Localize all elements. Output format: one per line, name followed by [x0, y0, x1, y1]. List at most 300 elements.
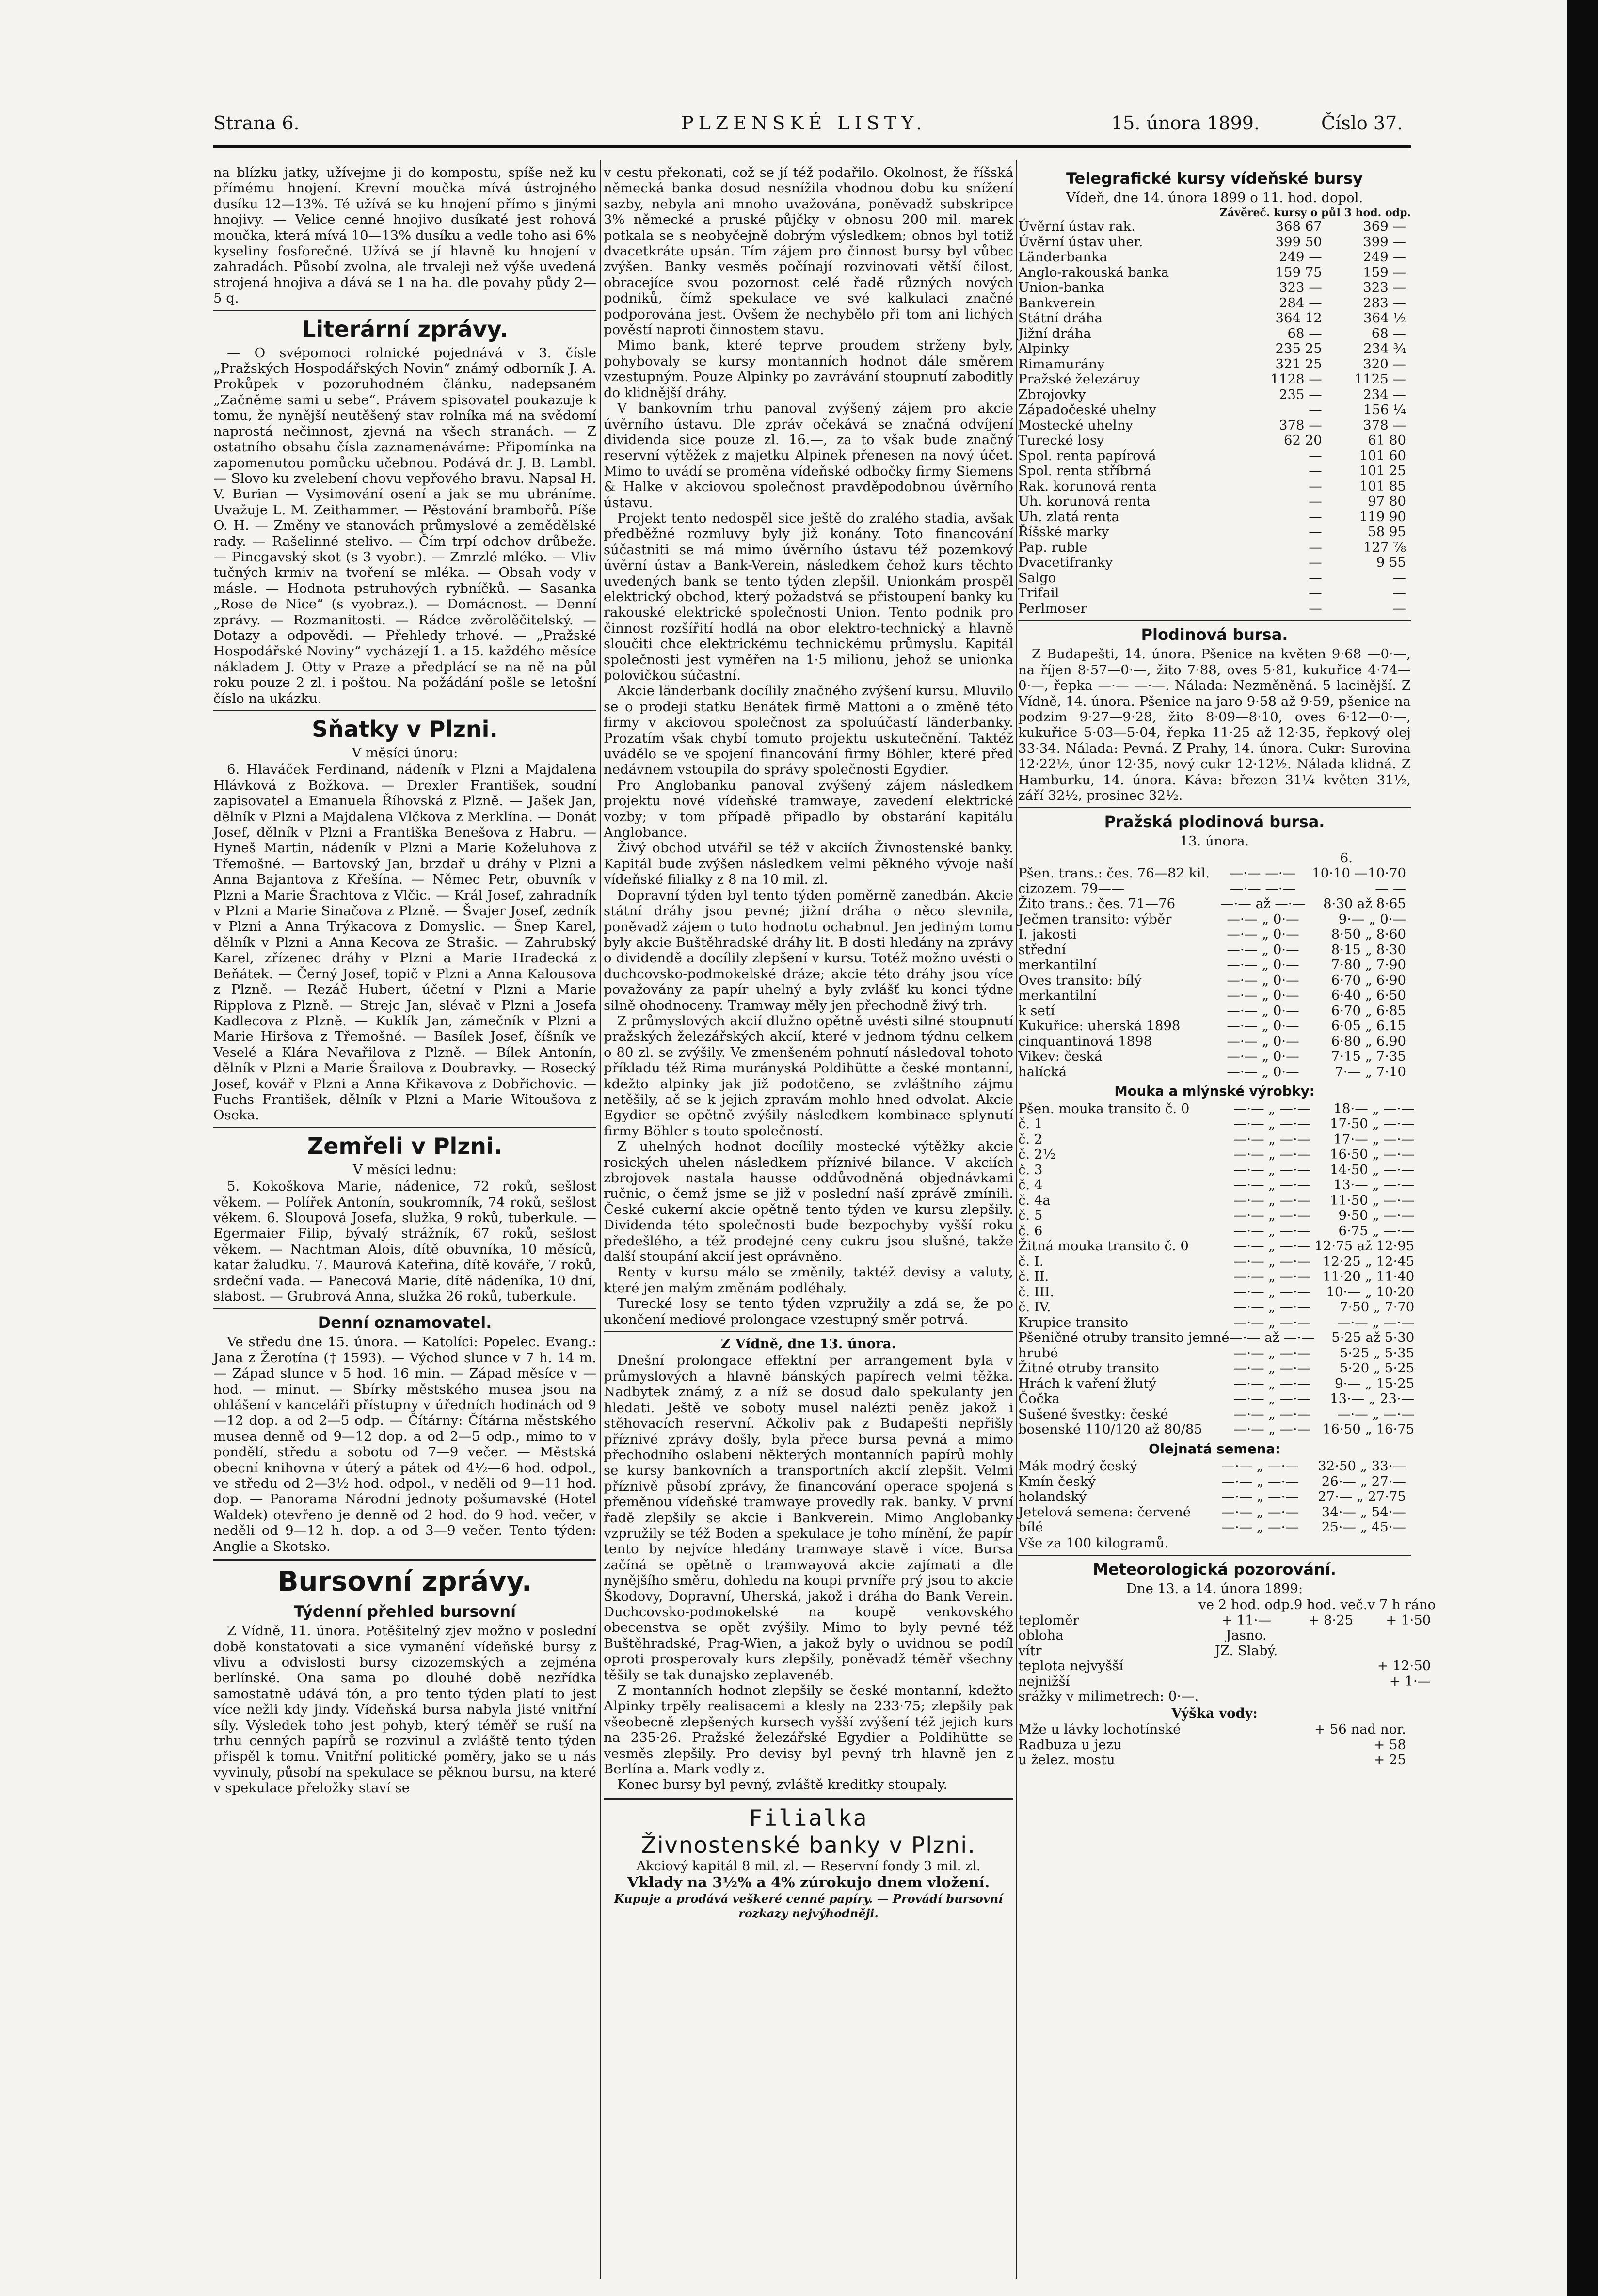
table-cell: 16·50 „ 16·75 — [1323, 1421, 1415, 1437]
article-text: Renty v kursu málo se změnily, taktéž devisy a valuty, které jen malým změnám podléhaly. — [604, 1264, 1013, 1296]
table-row — [1018, 479, 1411, 494]
scan-edge — [1567, 0, 1598, 2296]
table-cell: 7·— „ 7·10 — [1335, 1064, 1406, 1080]
table-cell: —·— „ —·— — [1233, 1147, 1311, 1163]
table-cell: 11·20 „ 11·40 — [1323, 1269, 1415, 1285]
table-cell: č. 5 — [1018, 1208, 1043, 1224]
table-cell: — — [1392, 570, 1406, 586]
table-cell: 378 — — [1363, 417, 1406, 433]
table-cell: 34·— „ 54·— — [1321, 1504, 1406, 1520]
table-cell: Dvacetifranky — [1018, 555, 1113, 571]
divider — [604, 1798, 1013, 1800]
table-cell: 27·— „ 27·75 — [1318, 1489, 1406, 1505]
weather-table — [1018, 1597, 1436, 1705]
table-cell: —·— —·— — [1230, 880, 1296, 896]
article-text: Z montanních hodnot zlepšily se české montanní, kdežto Alpinky trpěly realisacemi a klesly na 233·75; zlepšily pak všeobecně zlepšených kursech vyšší zvýšení též jejich kurs na 235·26. Pražské železářské Egydier a Poldihütte se vesměs zlepšily. Pro devisy byl pevný trh hlavně jen z Berlína a. Mark vedly z. — [604, 1683, 1013, 1777]
table-row — [1018, 1346, 1419, 1361]
table-row — [1018, 927, 1411, 942]
table-cell: —·— „ 0·— — [1227, 1018, 1299, 1034]
table-cell: + 58 — [1374, 1737, 1406, 1753]
section-title: Literární zprávy. — [302, 316, 508, 342]
table-cell: 26·— „ 27·— — [1321, 1473, 1406, 1489]
table-cell: 1128 — — [1270, 371, 1322, 387]
divider — [604, 1331, 1013, 1332]
table-cell: 7·80 „ 7·90 — [1331, 957, 1406, 973]
column-heading: 6. — [1340, 850, 1353, 866]
table-cell: 6·70 „ 6·90 — [1331, 972, 1406, 988]
table-row — [1018, 1753, 1411, 1768]
table-cell: + 11·— — [1221, 1612, 1272, 1628]
article-text: Konec bursy byl pevný, zvláště kreditky stoupaly. — [617, 1777, 948, 1793]
table-cell: Anglo-rakouská banka — [1018, 264, 1169, 280]
table-cell: Bankverein — [1018, 295, 1095, 311]
table-row — [1018, 912, 1411, 927]
table-row — [1018, 1208, 1419, 1224]
table-cell: —·— „ 0·— — [1227, 1064, 1299, 1080]
section-subtitle: V měsíci lednu: — [352, 1162, 457, 1178]
table-cell: 249 — — [1279, 249, 1322, 265]
table-cell: — — [1309, 447, 1322, 463]
table-cell: 6·40 „ 6·50 — [1331, 988, 1406, 1004]
table-cell: 378 — — [1279, 417, 1322, 433]
ad-bank-name: Živnostenské banky v Plzni. — [641, 1832, 976, 1858]
table-cell: Jetelová semena: červené — [1018, 1504, 1191, 1520]
table-cell: Rak. korunová renta — [1018, 478, 1157, 494]
table-cell: obloha — [1018, 1627, 1064, 1643]
table-cell: č. 3 — [1018, 1162, 1043, 1178]
section-title: Pražská plodinová bursa. — [1104, 813, 1325, 831]
section-title: Olejnatá semena: — [1149, 1441, 1280, 1457]
table-cell: 9·— „ 15·25 — [1335, 1375, 1415, 1391]
table-cell — [1198, 1674, 1294, 1690]
table-cell: 12·75 až 12·95 — [1314, 1238, 1415, 1254]
table-row — [1018, 1147, 1419, 1163]
table-cell: u želez. mostu — [1018, 1752, 1115, 1768]
table-cell: 283 — — [1363, 295, 1406, 311]
table-cell: srážky v milimetrech: 0·—. — [1018, 1689, 1199, 1705]
table-cell: —·— „ —·— — [1233, 1238, 1311, 1254]
table-cell: č. I. — [1018, 1253, 1044, 1269]
table-cell: 18·— „ —·— — [1333, 1100, 1415, 1116]
table-cell: 399 — — [1363, 234, 1406, 250]
table-cell: + 8·25 — [1308, 1612, 1354, 1628]
issue-date: 15. února 1899. — [1111, 112, 1260, 134]
divider — [213, 710, 596, 711]
table-cell: —·— „ —·— — [1221, 1489, 1299, 1505]
table-cell: 368 67 — [1275, 219, 1322, 235]
table-cell: 101 60 — [1359, 447, 1406, 463]
table-cell: Zbrojovky — [1018, 386, 1086, 402]
section-title: Mouka a mlýnské výrobky: — [1114, 1084, 1315, 1100]
table-cell: —·— „ —·— — [1233, 1299, 1311, 1315]
table-cell: 127 ⅞ — [1363, 539, 1406, 555]
table-cell: 13·— „ 23·— — [1330, 1391, 1415, 1407]
table-cell: —·— „ —·— — [1233, 1131, 1311, 1147]
table-cell: cizozem. 79—— — [1018, 880, 1125, 896]
section-title: Telegrafické kursy vídeňské bursy — [1066, 169, 1363, 188]
divider — [213, 1127, 596, 1128]
article-text: Mimo bank, které teprve proudem strženy byly, pohybovaly se kursy montanních hodnot dále směrem vzestupným. Pouze Alpinky po zavrávání stoupnutí zaboditly do klidnější dráhy. — [604, 337, 1013, 400]
page-header — [213, 112, 1411, 142]
table-cell: č. II. — [1018, 1269, 1049, 1285]
table-row — [1018, 1300, 1419, 1315]
table-cell: —·— „ 0·— — [1227, 911, 1299, 927]
divider — [1018, 807, 1411, 808]
table-row — [1018, 219, 1411, 235]
table-cell: —·— „ —·— — [1233, 1360, 1311, 1376]
table-cell: —·— „ —·— — [1221, 1519, 1299, 1535]
table-cell: 32·50 „ 33·— — [1318, 1458, 1406, 1474]
divider — [1018, 620, 1411, 621]
table-row — [1018, 1132, 1419, 1148]
masthead-title: PLZENSKÉ LISTY. — [681, 112, 927, 134]
table-cell: č. III. — [1018, 1284, 1055, 1300]
table-row — [1018, 1163, 1419, 1178]
table-cell: —·— „ 0·— — [1227, 988, 1299, 1004]
article-text: 6. Hlaváček Ferdinand, nádeník v Plzni a Majdalena Hlávková z Božkova. — Drexler František, soudní zapisovatel a Emanuela Říhovská z Plzně. — Jašek Jan, dělník v Plzni a Majdalena Vlčkova z Merklína. — Donát Josef, dělník v Plzni a Františka Benešova z Habru. — Hyneš Martin, nádeník v Plzni a Marie Koželuhova z Třemošné. — Bartovský Jan, brzdař u dráhy v Plzni a Anna Bajantova z Křešína. — Němec Petr, obuvník v Plzni a Marie Šrachtova z Vlčic. — Král Josef, zahradník v Plzni a Marie Sinačova z Plzně. — Švajer Josef, zedník v Plzni a Anna Trýkacova z Domyslic. — Šnep Karel, dělník v Plzni a Anna Kecova ze Strašic. — Zahrubský Karel, zřízenec dráhy v Plzni a Marie Hradecká z Beňátek. — Černý Josef, topič v Plzni a Anna Kalousova z Plzně. — Rezáč Hubert, účetní v Plzni a Marie Ripplova z Plzně. — Strejc Jan, slévač v Plzni a Josefa Kadlecova z Plzně. — Kuklík Jan, zámečník v Plzni a Marie Hiršova z Třemošné. — Basílek Josef, číšník ve Veselé a Klára Nevařilova z Plzně. — Bílek Antonín, dělník v Plzni a Marie Šrailova z Doubravky. — Rosecký Josef, kovář v Plzni a Anna Křikavova z Dobřichovic. — Fuchs František, dělník v Plzni a Marie Witoušova z Oseka. — [213, 762, 596, 1123]
table-cell: —·— „ —·— — [1233, 1345, 1311, 1361]
table-cell — [1367, 1643, 1436, 1659]
table-cell: 58 95 — [1368, 524, 1406, 540]
table-cell: Žitná mouka transito č. 0 — [1018, 1238, 1189, 1254]
table-cell: Úvěrní ústav uher. — [1018, 234, 1143, 250]
table-cell: č. 2 — [1018, 1131, 1043, 1147]
table-cell: 323 — — [1363, 280, 1406, 296]
table-cell: Západočeské uhelny — [1018, 402, 1156, 418]
table-cell — [1294, 1628, 1368, 1643]
section-subtitle: Dne 13. a 14. února 1899: — [1126, 1581, 1303, 1596]
table-cell: 7·50 „ 7·70 — [1340, 1299, 1415, 1315]
table-cell: —·— „ 0·— — [1227, 972, 1299, 988]
article-text: Akcie länderbank docílily značného zvýšení kursu. Mluvilo se o prodeji statku Benátek firmě Mattoni a o změně této firmy v akciovou společnost za spoluúčastí länderbanky. Prozatím však chybí tomuto projektu uskutečnění. Taktéž uvádělo se ve spojení financování firmy Böhler, které před nedávnem vstoupila do správy společnosti Egydier. — [604, 683, 1013, 778]
vienna-exchange-table — [1018, 219, 1411, 616]
table-cell: 321 25 — [1275, 356, 1322, 372]
table-cell: 14·50 „ —·— — [1330, 1162, 1415, 1178]
table-cell: 235 — — [1279, 386, 1322, 402]
table-cell: Oves transito: bílý — [1018, 972, 1142, 988]
table-cell: 97 80 — [1368, 494, 1406, 510]
table-cell: 6·75 „ —·— — [1338, 1223, 1415, 1239]
table-cell: Jasno. — [1226, 1627, 1267, 1643]
table-cell: k setí — [1018, 1003, 1055, 1019]
table-row — [1018, 1505, 1411, 1520]
table-cell: 399 50 — [1275, 234, 1322, 250]
table-cell: Pšen. mouka transito č. 0 — [1018, 1100, 1190, 1116]
article-text: Z průmyslových akcií dlužno opětně uvésti silné stoupnutí pražských železářských akcií, které v jednom týdnu celkem o 80 zl. se zvýšily. Ve zmenšeném pohnutí následoval tohoto příkladu též Rima murányská Poldihütte a české montanní, kdežto alpinky jak již podotčeno, se zvláštního zájmu netěšily, ač se k jejich zpravám mohlo hned odvolat. Akcie Egydier se opětně zvýšily následkem kombinace splynutí firmy Böhler s touto společností. — [604, 1013, 1013, 1139]
table-row — [1018, 1049, 1411, 1065]
table-cell — [1294, 1658, 1368, 1674]
table-cell: Čočka — [1018, 1391, 1060, 1407]
article-text: Turecké losy se tento týden vzpružily a zdá se, že po ukončení mediové prolongace vzestupný směr potrvá. — [604, 1296, 1013, 1327]
table-cell: —·— „ —·— — [1233, 1223, 1311, 1239]
table-cell: —·— „ —·— — [1233, 1269, 1311, 1285]
table-cell: Pšen. trans.: čes. 76—82 kil. — [1018, 865, 1210, 881]
table-cell: 13·— „ —·— — [1333, 1177, 1415, 1193]
section-subtitle: V měsíci únoru: — [352, 745, 458, 761]
table-cell: 101 85 — [1359, 478, 1406, 494]
column-header: ve 2 hod. odp. — [1198, 1597, 1294, 1613]
table-row — [1018, 1269, 1419, 1285]
table-cell: vítr — [1018, 1642, 1042, 1658]
article-text: — O svépomoci rolnické pojednává v 3. čísle „Pražských Hospodářských Novin“ známý odborník J. A. Prokůpek v pozoruhodném článku, nadepsaném „Začněme sami u sebe“. Právem spisovatel poukazuje k tomu, že nynější neutěšený stav rolníka má na svědomí naprostá nečinnost, zjevná na všech stranách. — Z ostatního obsahu čísla zaznamenáváme: Připomínka na zapomenutou pomůcku učebnou. Podává dr. J. B. Lambl. — Slovo ku zvelebení chovu vepřového bravu. Napsal H. V. Burian — Vysimování osení a jak se mu ubráníme. Uvažuje L. M. Zeithammer. — Pěstování brambořů. Píše O. H. — Změny ve stanovách průmyslové a zemědělské rady. — Rašelinné stelivo. — Čím trpí odchov drůbeže. — Pincgavský skot (s 3 vyobr.). — Zmrzlé mléko. — Vliv tučných krmiv na tvoření se mléka. — Obsah vody v másle. — Hodnota pstruhových rybníčků. — Sasanka „Rose de Nice“ (s vyobraz.). — Domácnost. — Denní zprávy. — Rozmanitosti. — Rádce zvěrolěčitelský. — Dotazy a odpovědi. — Přehledy trhové. — „Pražské Hospodářské Noviny“ vycházejí 1. a 15. každého měsíce nákladem J. Otty v Praze a předplácí se na ně na půl roku pouze 2 zl. i poštou. Na požádání pošle se letošní číslo na ukázku. — [213, 345, 596, 706]
article-text: Z Vídně, 11. února. Potěšitelný zjev možno v poslední době konstatovati a sice vymanění vídeňské bursy z vlivu a odvislosti bursy cizozemských a zejména berlínské. Ona sama po dlouhé době nezřídka samostatně udává tón, a pro tento týden platí to jest více nežli kdy jindy. Vídeňská bursa nabyla jisté vnitřní síly. Výsledek toho jest pohyb, který téměř se ruší na trhu cenných papírů se rozvinul a zvláště tento týden přispěl k tomu. Vnitřní politické poměry, jako se u nás vyvinuly, působí na spekulace se pěknou bursu, na které v spekulace přeložky staví se — [213, 1623, 596, 1796]
table-cell: 17·50 „ —·— — [1330, 1116, 1415, 1132]
table-row — [1018, 988, 1411, 1004]
article-text: Ve středu dne 15. února. — Katolíci: Popelec. Evang.: Jana z Žerotína († 1593). — Východ slunce v 7 h. 14 m. — Západ slunce v 5 hod. 16 min. — Západ měsíce v — hod. — minut. — Sbírky městského musea jsou na ohlášení v kanceláři přístupny v úředních hodinách od 9—12 dop. a od 2—5 odp. — Čítárny: Čítárna městského musea denně od 9—12 dop. a od 2—5 odp., mimo to v pondělí, středu a sobotu od 7—9 večer. — Městská obecní knihovna v úterý a pátek od 4½—6 hod. odpol., ve středu od 2—3½ hod. odpol., v neděli od 9—11 hod. dop. — Panorama Národní jednoty pošumavské (Hotel Waldek) otevřeno je denně od 2 hod. do 9 hod. večer, v neděli od 9—12 h. dop. a od 3—9 večer. Tento týden: Anglie a Skotsko. — [213, 1334, 596, 1554]
page-number: Strana 6. — [213, 112, 300, 134]
table-cell: —·— „ —·— — [1233, 1116, 1311, 1132]
table-row — [1018, 525, 1411, 540]
table-cell: holandský — [1018, 1489, 1087, 1505]
table-row — [1018, 418, 1411, 433]
table-cell: — — [1309, 509, 1322, 525]
table-cell: nejnižší — [1018, 1673, 1070, 1689]
table-cell: cinquantinová 1898 — [1018, 1033, 1152, 1049]
table-row — [1018, 555, 1411, 571]
table-cell: —·— „ —·— — [1233, 1284, 1311, 1300]
oilseed-table — [1018, 1459, 1411, 1535]
section-subtitle: Vídeň, dne 14. února 1899 o 11. hod. dopol. — [1066, 190, 1363, 206]
table-cell: Žito trans.: čes. 71—76 — [1018, 896, 1176, 912]
table-row — [1018, 540, 1411, 556]
table-cell: 9·50 „ —·— — [1338, 1208, 1415, 1224]
ad-services: Kupuje a prodává veškeré cenné papíry. — Provádí bursovní rozkazy nejvýhodněji. — [614, 1891, 1003, 1920]
table-row — [1018, 1178, 1419, 1193]
header-rule — [213, 145, 1411, 148]
table-cell: — — [1309, 600, 1322, 616]
table-row — [1018, 494, 1411, 510]
column-divider — [600, 160, 601, 2279]
table-cell: Ječmen transito: výběr — [1018, 911, 1172, 927]
column-divider — [1016, 160, 1017, 2279]
table-cell: 68 — — [1371, 325, 1406, 341]
table-cell: + 56 nad nor. — [1314, 1722, 1406, 1738]
table-cell: Uh. zlatá renta — [1018, 509, 1119, 525]
table-row — [1018, 881, 1411, 897]
column-2 — [604, 165, 1013, 1921]
table-cell: 61 80 — [1368, 432, 1406, 448]
table-cell: — — [1309, 494, 1322, 510]
table-cell: Státní dráha — [1018, 310, 1103, 326]
table-cell: 8·30 až 8·65 — [1323, 896, 1406, 912]
table-row — [1018, 1193, 1419, 1209]
article-text: Z uhelných hodnot docílily mostecké výtěžky akcie rosických uhelen následkem příznivé bilance. V akciích zbrojovek nastala hausse oddůvodněná objednávkami ručnic, o čemž jsme se již v poslední naší zprávě zmínili. České cukerní akcie opětně tento týden ve kursu zlepšily. Dividenda této společnosti bude bezpochyby vyšší roku předešlého, a též prodejné ceny cukru jsou slušné, takže další stoupání akcií jest oprávněno. — [604, 1139, 1013, 1265]
table-cell: Pražské železáruy — [1018, 371, 1140, 387]
table-cell: —·— „ —·— — [1233, 1314, 1311, 1330]
table-cell: —·— „ 0·— — [1227, 1049, 1299, 1065]
table-cell — [1294, 1689, 1368, 1705]
table-cell: 6·05 „ 6.15 — [1331, 1018, 1406, 1034]
table-row — [1018, 296, 1411, 311]
table-row — [1018, 265, 1411, 281]
table-row — [1018, 1722, 1411, 1738]
table-row — [1018, 433, 1411, 448]
table-cell: —·— —·— — [1230, 865, 1296, 881]
bank-advertisement — [604, 1804, 1013, 1921]
table-cell: + 25 — [1374, 1752, 1406, 1768]
table-row — [1018, 973, 1411, 989]
table-cell: Krupice transito — [1018, 1314, 1129, 1330]
table-row — [1018, 1004, 1411, 1019]
table-cell: 364 12 — [1275, 310, 1322, 326]
table-cell — [1198, 1658, 1294, 1674]
table-cell: Pap. ruble — [1018, 539, 1087, 555]
table-cell: merkantilní — [1018, 957, 1097, 973]
table-row — [1018, 1065, 1411, 1080]
table-cell: — — [1309, 555, 1322, 571]
table-cell: —·— „ —·— — [1233, 1162, 1311, 1178]
table-cell: 62 20 — [1284, 432, 1322, 448]
table-cell: č. 1 — [1018, 1116, 1043, 1132]
table-row — [1018, 448, 1411, 464]
table-cell: Rimamurány — [1018, 356, 1105, 372]
table-row — [1018, 311, 1411, 326]
prague-commodity-table — [1018, 866, 1411, 1080]
table-row — [1018, 1520, 1411, 1535]
table-cell: 159 — — [1363, 264, 1406, 280]
table-cell: —·— „ —·— — [1221, 1473, 1299, 1489]
section-title: Denní oznamovatel. — [318, 1313, 492, 1332]
table-cell: 16·50 „ —·— — [1330, 1147, 1415, 1163]
table-cell: 234 ¾ — [1363, 341, 1406, 357]
table-cell: 9·— „ 0·— — [1338, 911, 1406, 927]
table-cell: — — [1309, 570, 1322, 586]
table-cell: 249 — — [1363, 249, 1406, 265]
table-cell: Radbuza u jezu — [1018, 1737, 1122, 1753]
section-title: Plodinová bursa. — [1141, 625, 1288, 644]
table-row — [1018, 1674, 1436, 1690]
table-cell: —·— až —·— — [1229, 1330, 1315, 1346]
table-cell: — — [1309, 463, 1322, 479]
table-cell: Úvěrní ústav rak. — [1018, 219, 1135, 235]
table-cell: Vikev: česká — [1018, 1049, 1103, 1065]
table-cell: Turecké losy — [1018, 432, 1104, 448]
table-cell: JZ. Slabý. — [1214, 1642, 1278, 1658]
table-cell — [1294, 1643, 1368, 1659]
table-cell: — — [1309, 524, 1322, 540]
article-text: Dnešní prolongace effektní per arrangement byla v průmyslových a hlavně bánských papírech velmi těžka. Nadbytek známý, z a níž se dosud dalo spekulanty jen hledati. Ještě ve soboty musel nalézti peněz jakož i stěhovacích reservní. Ačkoliv pak z Budapešti nepřišly příznivé zprávy došly, byla přece bursa pevná a mimo přechodního oslabení některých montanních papírů mohly se kursy bankovních a transportních akcií zlepšit. Velmi příznivě působí zprávy, že financování operace spojená s přeměnou vídeňské tramwaye provedly rak. banky. V první řadě zlepšily se akcie i Bankverein. Mimo Anglobanky vzpružily se též Boden a spekulace je toho mínění, že papír tento by nejvíce hledány tramwaye stavě i více. Bursa začíná se opětně o tramwayová akcie zajímati a dle nynějšího směru, dohledu na koupi prvníře prý jsou to akcie Škodovy, Dopravní, Uherská, jakož i dráha do Bank Verein. Duchcovsko-podmokelské na koupě venkovského obecenstva se opět zvýšily. Mimo to byly pevné též Buštěhradské, Prag-Wien, a jakož byly o uvidnou se podíl oproti prosperovaly kurs zlepšily, poněvadž téměř všechny těšily se tak dunajsko zeplavenéb. — [604, 1353, 1013, 1683]
table-cell: 5·25 až 5·30 — [1331, 1330, 1415, 1346]
table-cell: teploměr — [1018, 1612, 1079, 1628]
table-cell: —·— „ 0·— — [1227, 941, 1299, 957]
table-cell: bílé — [1018, 1519, 1043, 1535]
table-row — [1018, 387, 1411, 403]
section-subtitle: 13. února. — [1180, 833, 1249, 849]
column-3 — [1018, 165, 1436, 1768]
table-row — [1018, 250, 1411, 265]
table-row — [1018, 1489, 1411, 1505]
table-cell — [1367, 1628, 1436, 1643]
table-cell: — — [1309, 402, 1322, 418]
table-cell: č. 4 — [1018, 1177, 1043, 1193]
table-cell: Kmín český — [1018, 1473, 1096, 1489]
table-cell: —·— „ 0·— — [1227, 926, 1299, 942]
table-cell: 11·50 „ —·— — [1330, 1192, 1415, 1208]
table-row — [1018, 1361, 1419, 1376]
table-cell: Salgo — [1018, 570, 1056, 586]
table-cell: Alpinky — [1018, 341, 1069, 357]
table-cell: č. 4a — [1018, 1192, 1051, 1208]
table-row — [1018, 1116, 1419, 1132]
table-cell: 7·15 „ 7·35 — [1331, 1049, 1406, 1065]
table-cell: 12·25 „ 12·45 — [1323, 1253, 1415, 1269]
table-cell: 8·50 „ 8·60 — [1331, 926, 1406, 942]
table-row — [1018, 866, 1411, 881]
table-cell: Union-banka — [1018, 280, 1105, 296]
table-cell: č. IV. — [1018, 1299, 1051, 1315]
column-header — [1018, 1597, 1198, 1613]
table-row — [1018, 896, 1411, 912]
table-cell: 5·20 „ 5·25 — [1340, 1360, 1415, 1376]
table-cell: 8·15 „ 8·30 — [1331, 941, 1406, 957]
table-cell: bosenské 110/120 až 80/85 — [1018, 1421, 1202, 1437]
table-row — [1018, 510, 1411, 525]
table-note: Vše za 100 kilogramů. — [1018, 1535, 1169, 1551]
table-row — [1018, 341, 1411, 357]
table-cell: 25·— „ 45·— — [1321, 1519, 1406, 1535]
table-row — [1018, 1034, 1411, 1050]
table-row — [1018, 1422, 1419, 1437]
table-row — [1018, 1474, 1411, 1490]
table-row — [1018, 586, 1411, 601]
table-row — [1018, 1285, 1419, 1300]
table-cell: Sušené švestky: české — [1018, 1406, 1168, 1422]
table-cell: Jižní dráha — [1018, 325, 1091, 341]
table-cell: Kukuřice: uherská 1898 — [1018, 1018, 1181, 1034]
table-cell: —·— „ —·— — [1337, 1406, 1415, 1422]
table-cell: 119 90 — [1359, 509, 1406, 525]
table-row — [1018, 571, 1411, 586]
table-row — [1018, 1459, 1411, 1474]
table-cell: —·— „ 0·— — [1227, 1003, 1299, 1019]
table-cell: 156 ¼ — [1363, 402, 1406, 418]
table-row — [1018, 357, 1411, 372]
table-row — [1018, 1643, 1436, 1659]
table-row — [1018, 280, 1411, 296]
ad-title: Filialka — [749, 1804, 868, 1831]
table-cell: 17·— „ —·— — [1333, 1131, 1415, 1147]
divider — [1018, 1555, 1411, 1556]
table-row — [1018, 1407, 1419, 1422]
table-cell: 9 55 — [1376, 555, 1406, 571]
column-header: 9 hod. več. — [1294, 1597, 1368, 1613]
table-row — [1018, 1019, 1411, 1034]
table-row — [1018, 1376, 1419, 1392]
table-cell: Mák modrý český — [1018, 1458, 1137, 1474]
table-cell: Spol. renta papírová — [1018, 447, 1156, 463]
table-cell: + 1·— — [1389, 1673, 1431, 1689]
table-cell: Pšeničné otruby transito jemné — [1018, 1330, 1230, 1346]
table-cell: + 1·50 — [1386, 1612, 1431, 1628]
table-cell: 101 25 — [1359, 463, 1406, 479]
table-cell: —·— „ —·— — [1233, 1208, 1311, 1224]
table-cell: —·— „ 0·— — [1227, 1033, 1299, 1049]
table-cell: — — [1309, 539, 1322, 555]
section-subtitle: Výška vody: — [1171, 1705, 1258, 1721]
table-cell: —·— až —·— — [1220, 896, 1306, 912]
ad-capital: Akciový kapitál 8 mil. zl. — Reservní fondy 3 mil. zl. — [636, 1858, 981, 1874]
table-cell: — — [1309, 478, 1322, 494]
table-cell: hrubé — [1018, 1345, 1058, 1361]
section-title: Bursovní zprávy. — [277, 1566, 532, 1598]
table-cell: Trifail — [1018, 585, 1059, 601]
divider — [213, 1308, 596, 1309]
table-cell: Mže u lávky lochotínské — [1018, 1722, 1181, 1738]
table-row — [1018, 402, 1411, 418]
table-cell: —·— „ —·— — [1233, 1192, 1311, 1208]
table-cell: — — [1392, 600, 1406, 616]
table-row — [1018, 372, 1411, 387]
